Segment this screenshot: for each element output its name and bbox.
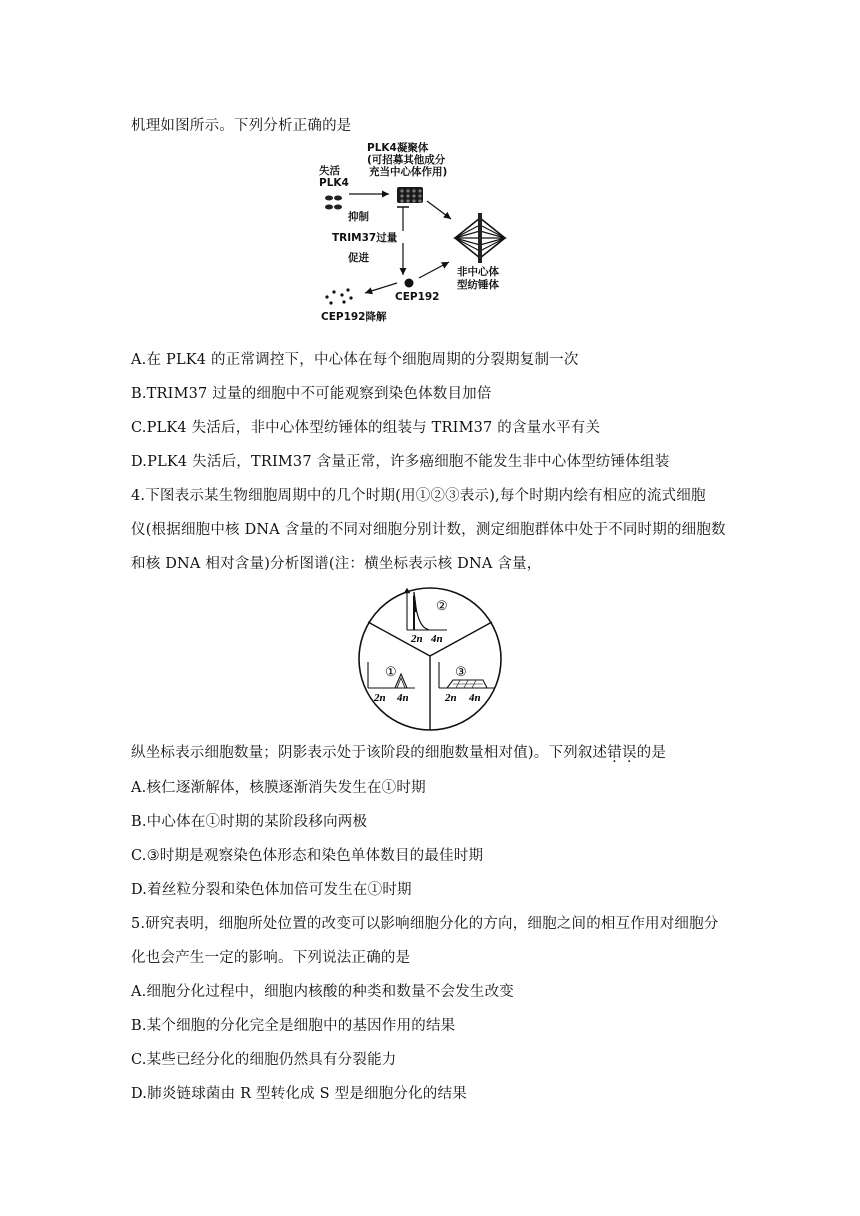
option-c-q5: C.某些已经分化的细胞仍然具有分裂能力 (131, 1052, 397, 1068)
option-a-q3: A.在 PLK4 的正常调控下，中心体在每个细胞周期的分裂期复制一次 (131, 352, 579, 368)
label-trim37-excess: TRIM37过量 (332, 232, 398, 244)
cell-cycle-graphics (357, 586, 503, 732)
cep192-molecule (405, 279, 414, 288)
label-spindle-2: 型纺锤体 (457, 279, 499, 291)
option-d-q4: D.着丝粒分裂和染色体加倍可发生在①时期 (131, 882, 412, 898)
option-a-q4: A.核仁逐渐解体，核膜逐渐消失发生在①时期 (131, 780, 426, 796)
plk4-aggregate (397, 187, 423, 203)
stem-text-after: 的是 (636, 745, 667, 761)
label-inhibit: 抑制 (348, 211, 369, 223)
option-b-q5: B.某个细胞的分化完全是细胞中的基因作用的结果 (131, 1018, 456, 1034)
label-phase-2: ② (436, 599, 448, 614)
label-aggregate-note1: (可招募其他成分 (367, 154, 446, 166)
option-d-q5: D.肺炎链球菌由 R 型转化成 S 型是细胞分化的结果 (131, 1086, 467, 1102)
label-spindle-1: 非中心体 (457, 266, 499, 278)
question-5-line-1: 5.研究表明，细胞所处位置的改变可以影响细胞分化的方向，细胞之间的相互作用对细胞分 (131, 916, 719, 932)
label-phase-1: ① (385, 665, 397, 680)
tick-4n-phase-2: 4n (431, 633, 443, 645)
question-5-line-2: 化也会产生一定的影响。下列说法正确的是 (131, 950, 411, 966)
degraded-cep192-fragments (325, 288, 352, 304)
plk4-mechanism-diagram (315, 135, 525, 330)
tick-2n-phase-1: 2n (374, 692, 386, 704)
option-d-q3: D.PLK4 失活后，TRIM37 含量正常，许多癌细胞不能发生非中心体型纺锤体组装 (131, 454, 670, 470)
histogram-phase-3 (439, 662, 495, 688)
option-b-q3: B.TRIM37 过量的细胞中不可能观察到染色体数目加倍 (131, 386, 492, 402)
arrow-cep-to-spindle (419, 262, 449, 278)
option-c-q4: C.③时期是观察染色体形态和染色单体数目的最佳时期 (131, 848, 484, 864)
arrow-cep-degradation (365, 283, 397, 293)
label-aggregate-note2: 充当中心体作用) (369, 166, 448, 178)
option-c-q3: C.PLK4 失活后，非中心体型纺锤体的组装与 TRIM37 的含量水平有关 (131, 420, 601, 436)
non-centrosomal-spindle (455, 213, 505, 263)
inactive-plk4-molecules (325, 196, 342, 210)
label-phase-3: ③ (455, 665, 467, 680)
question-4-line-3: 和核 DNA 相对含量)分析图谱(注：横坐标表示核 DNA 含量， (131, 556, 542, 572)
emphasis-char-1: 错 (607, 745, 622, 761)
label-inactive-plk4: PLK4 (319, 177, 349, 189)
option-b-q4: B.中心体在①时期的某阶段移向两极 (131, 814, 368, 830)
tick-2n-phase-3: 2n (445, 692, 457, 704)
tick-4n-phase-1: 4n (397, 692, 409, 704)
tick-4n-phase-3: 4n (469, 692, 481, 704)
option-a-q5: A.细胞分化过程中，细胞内核酸的种类和数量不会发生改变 (131, 984, 514, 1000)
cell-cycle-flow-cytometry-figure (357, 586, 503, 732)
label-cep192-degradation: CEP192降解 (321, 311, 387, 323)
question-4-line-1: 4.下图表示某生物细胞周期中的几个时期(用①②③表示),每个时期内绘有相应的流式细胞 (131, 488, 706, 504)
label-inactive: 失活 (319, 165, 340, 177)
stem-text-before: 纵坐标表示细胞数量；阴影表示处于该阶段的细胞数量相对值)。下列叙述 (131, 745, 608, 761)
label-promote: 促进 (348, 252, 369, 264)
question-4-line-2: 仪(根据细胞中核 DNA 含量的不同对细胞分别计数，测定细胞群体中处于不同时期的细胞数 (131, 522, 726, 538)
label-aggregate-title: PLK4凝聚体 (367, 142, 429, 154)
arrow-to-spindle (427, 201, 451, 219)
tick-2n-phase-2: 2n (411, 633, 423, 645)
label-cep192: CEP192 (395, 291, 440, 303)
emphasis-char-2: 误 (621, 745, 637, 761)
text-line-1: 机理如图所示。下列分析正确的是 (131, 118, 352, 134)
question-4-stem (131, 741, 666, 762)
